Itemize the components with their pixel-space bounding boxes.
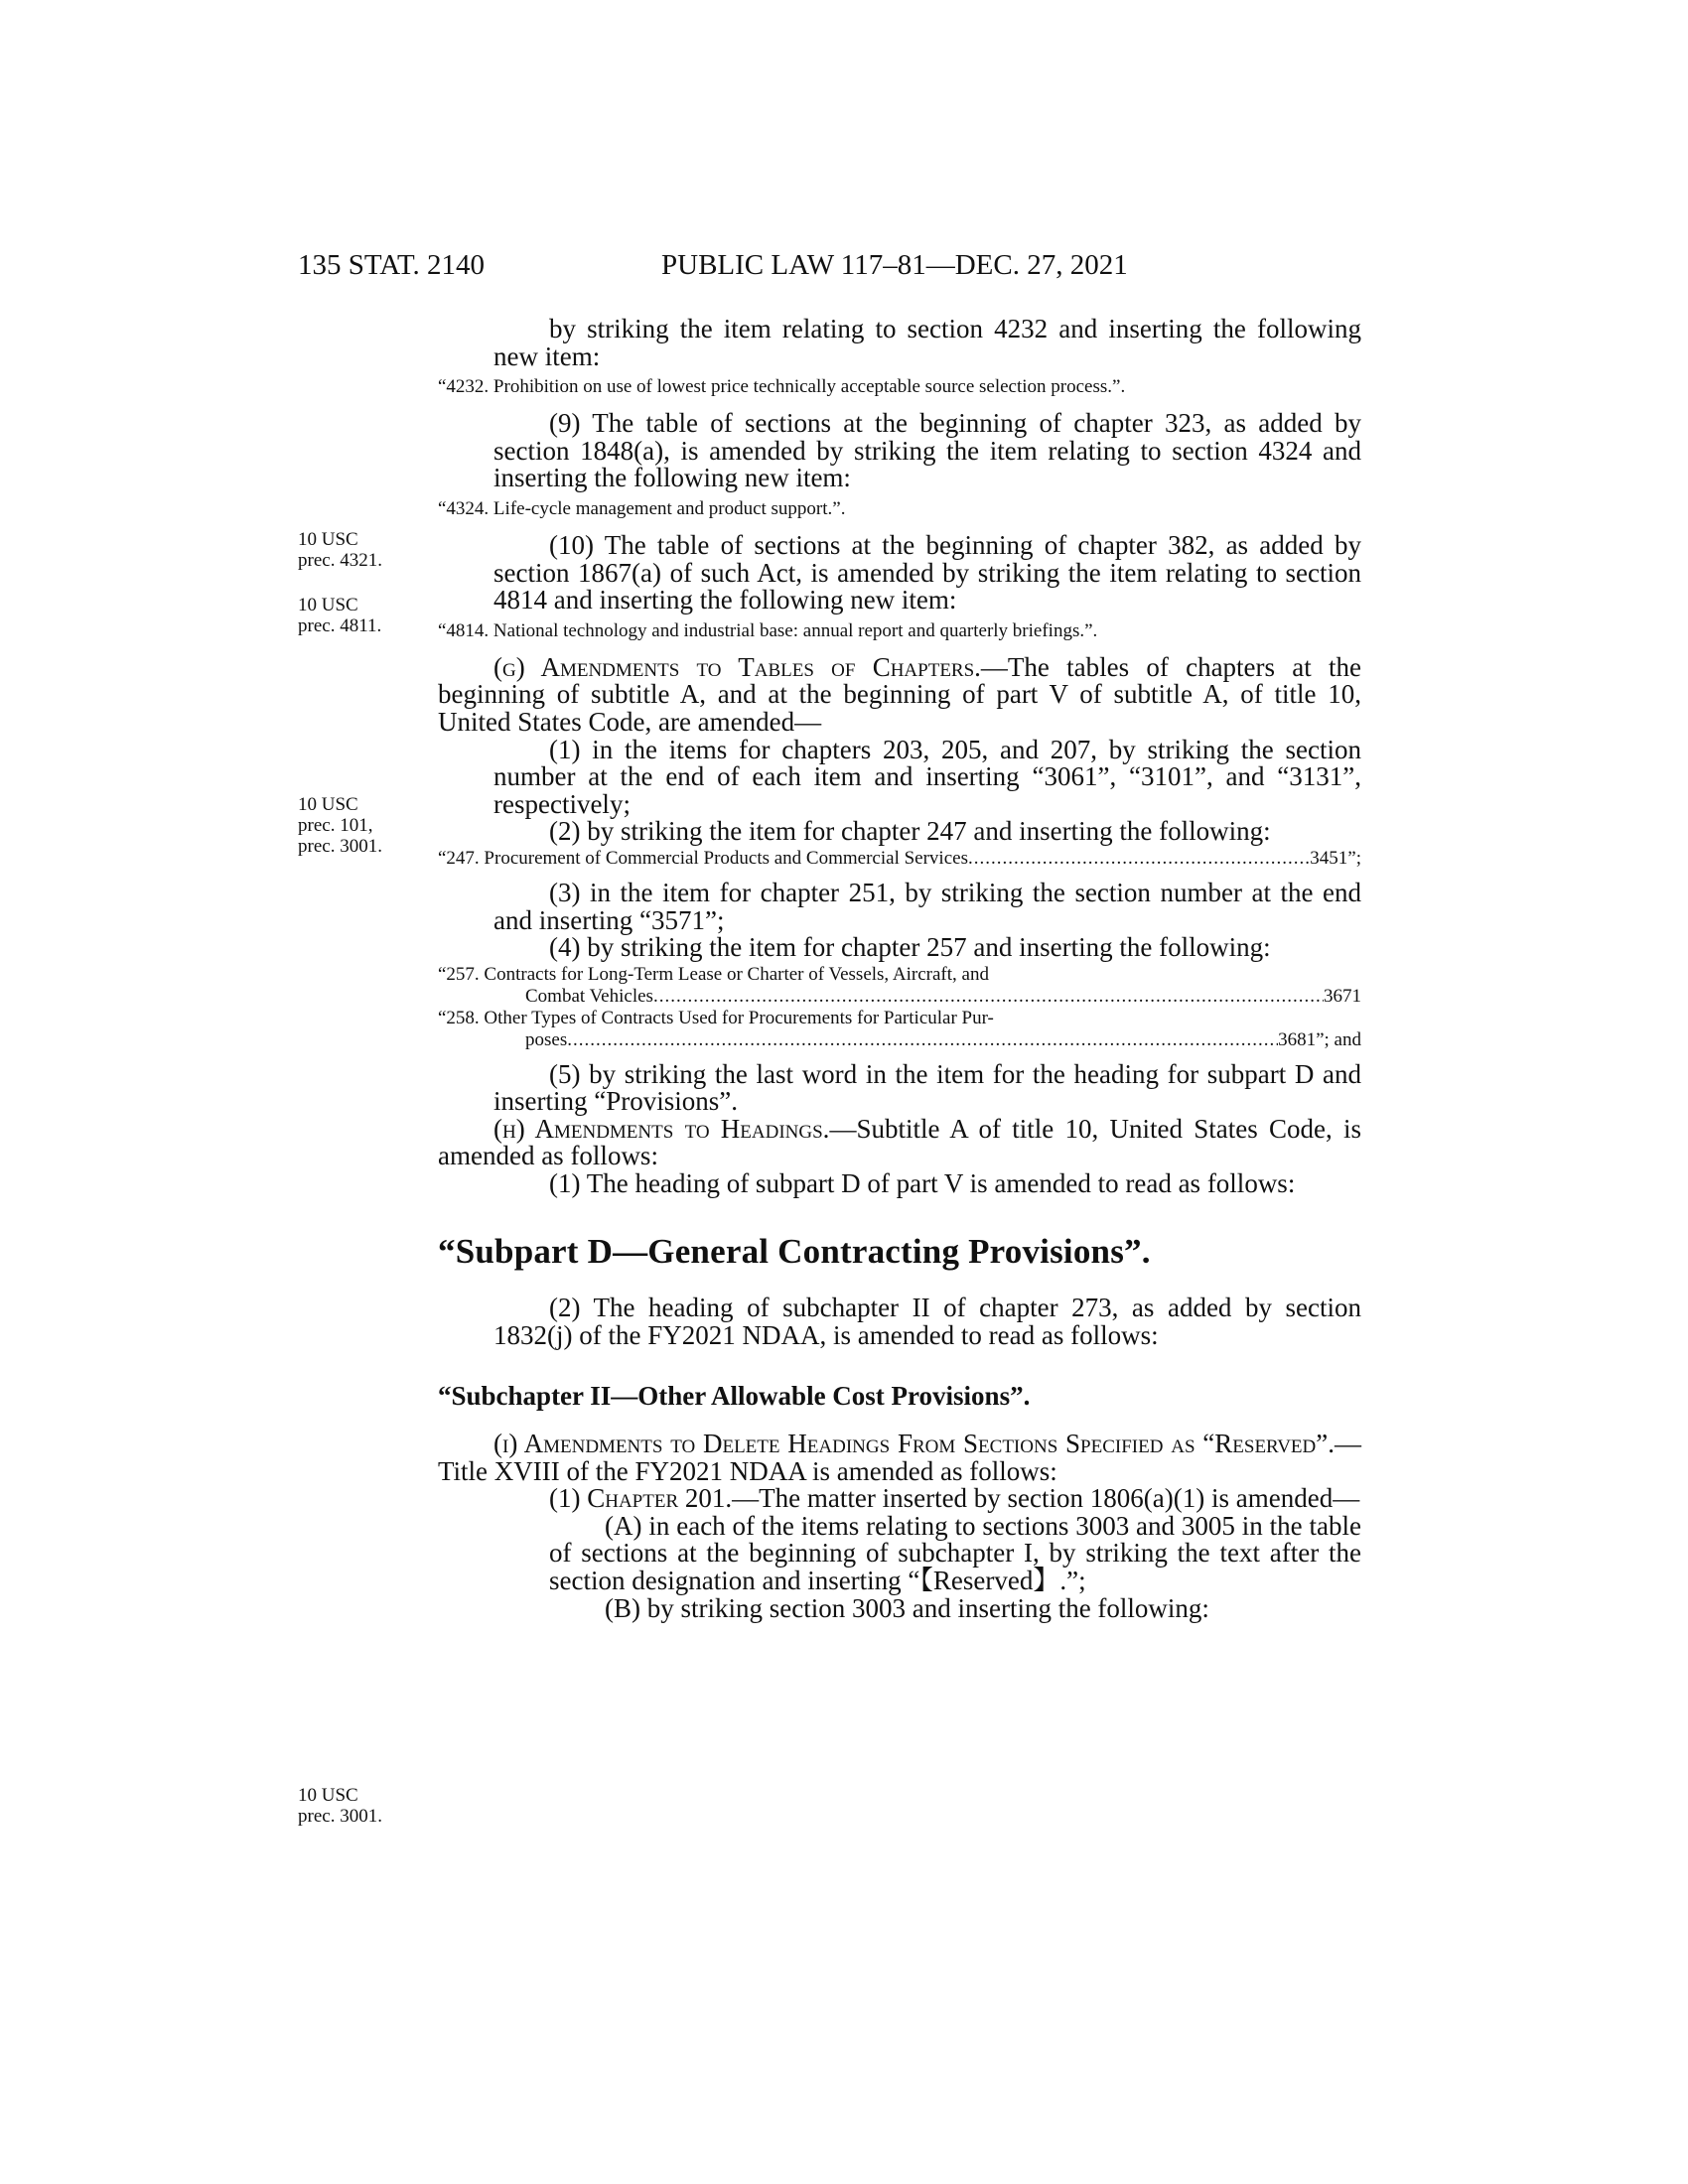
subsection-h-heading: (h) Amendments to Headings.	[493, 1113, 830, 1144]
margin-note-1: 10 USC prec. 4321.	[298, 529, 382, 571]
paragraph-i1	[493, 1485, 1361, 1513]
toc-item-247: “247. Procurement of Commercial Products and Commercial Services ..... 3451”;	[438, 848, 1361, 870]
margin-note-2: 10 USC prec. 4811.	[298, 595, 382, 636]
subpart-heading: “Subpart D—General Contracting Provisions”.	[438, 1231, 1151, 1271]
paragraph-h1: (1) The heading of subpart D of part V is amended to read as follows:	[549, 1168, 1296, 1199]
toc-item-4324: “4324. Life-cycle management and product support.”.	[438, 497, 846, 519]
toc-item-258: “258. Other Types of Contracts Used for Procurements for Particular Pur- poses ..... 3681”; and	[438, 1008, 1361, 1051]
document-body	[438, 314, 1361, 1623]
paragraph-continuation: by striking the item relating to section 4232 and inserting the following new item:	[493, 314, 1361, 371]
subsection-h-text: —Subtitle A of title 10, United States Code, is amended as follows:	[438, 1113, 1361, 1171]
subsection-g	[438, 651, 1361, 737]
subsection-h	[438, 1113, 1361, 1171]
subsection-i	[438, 1431, 1361, 1485]
paragraph-i1-text: —The matter inserted by section 1806(a)(1) is amended—	[732, 1483, 1360, 1514]
page-header	[298, 249, 1368, 289]
paragraph-g4: (4) by striking the item for chapter 257 and inserting the following:	[549, 932, 1271, 963]
subparagraph-a: (A) in each of the items relating to sections 3003 and 3005 in the table of sections at the beginning of subchapter I, by striking the text after the section designation and inserting “【Reserved】.”;	[549, 1510, 1361, 1595]
subchapter-heading: “Subchapter II—Other Allowable Cost Provisions”.	[438, 1381, 1031, 1412]
paragraph-g5: (5) by striking the last word in the item for the heading for subpart D and inserting “Provisions”.	[493, 1058, 1361, 1117]
subsection-g-heading: (g) Amendments to Tables of Chapters.	[493, 651, 981, 682]
subsection-i-text: —Title XVIII of the FY2021 NDAA is amended as follows:	[438, 1429, 1361, 1486]
paragraph-g1: (1) in the items for chapters 203, 205, and 207, by striking the section number at the end of each item and inserting “3061”, “3101”, and “3131”, respectively;	[493, 734, 1361, 819]
subsection-g-text: —The tables of chapters at the beginning of subtitle A, and at the beginning of part V of subtitle A, of title 10, United States Code, are amended—	[438, 651, 1361, 737]
toc-item-257: “257. Contracts for Long-Term Lease or Charter of Vessels, Aircraft, and Combat Vehicles ..... 3671	[438, 964, 1361, 1008]
public-law-title: PUBLIC LAW 117–81—DEC. 27, 2021	[661, 249, 1128, 281]
paragraph-h2: (2) The heading of subchapter II of chapter 273, as added by section 1832(j) of the FY2021 NDAA, is amended to read as follows:	[493, 1293, 1361, 1350]
paragraph-9: (9) The table of sections at the beginning of chapter 323, as added by section 1848(a), is amended by striking the item relating to section 4324 and inserting the following new item:	[493, 408, 1361, 493]
statute-page-reference: 135 STAT. 2140	[298, 249, 486, 281]
paragraph-g3: (3) in the item for chapter 251, by striking the section number at the end and inserting “3571”;	[493, 877, 1361, 935]
subparagraph-b: (B) by striking section 3003 and inserting the following:	[605, 1592, 1209, 1623]
paragraph-10: (10) The table of sections at the beginning of chapter 382, as added by section 1867(a) of such Act, is amended by striking the item relating to section 4814 and inserting the following new item:	[493, 529, 1361, 615]
paragraph-i1-heading: (1) Chapter 201.	[549, 1483, 733, 1514]
paragraph-g2: (2) by striking the item for chapter 247 and inserting the following:	[549, 816, 1271, 847]
subsection-i-heading: (i) Amendments to Delete Headings From Sections Specified as “Reserved”.	[493, 1429, 1335, 1459]
margin-note-4: 10 USC prec. 3001.	[298, 1785, 382, 1827]
margin-note-3: 10 USC prec. 101, prec. 3001.	[298, 794, 382, 857]
toc-item-4232: “4232. Prohibition on use of lowest price technically acceptable source selection process.”.	[438, 376, 1126, 398]
toc-item-4814: “4814. National technology and industrial base: annual report and quarterly briefings.”.	[438, 619, 1098, 641]
